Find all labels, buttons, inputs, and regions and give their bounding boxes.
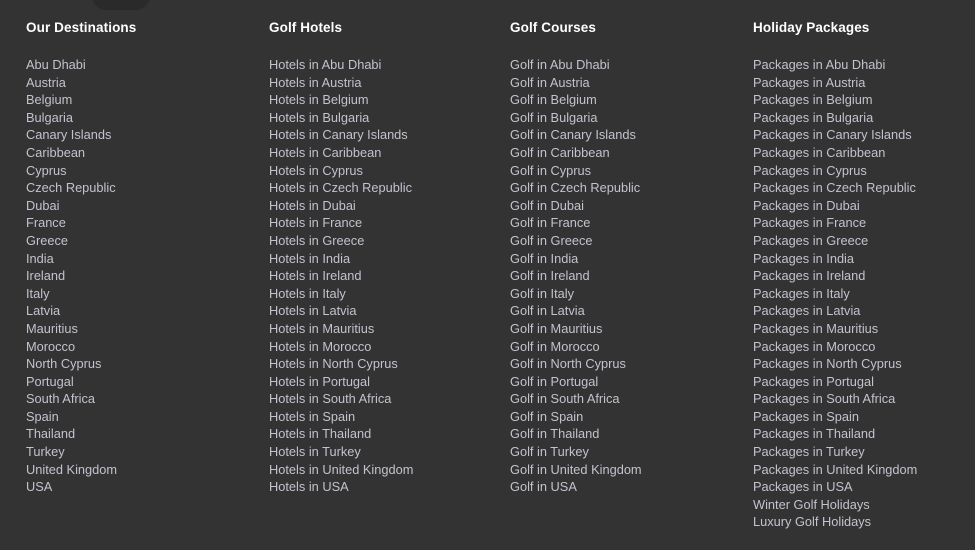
footer-link[interactable]: USA: [26, 479, 53, 495]
list-item[interactable]: [26, 267, 245, 285]
footer-link[interactable]: Hotels in Latvia: [269, 303, 357, 319]
list-item[interactable]: [26, 390, 245, 408]
footer-link[interactable]: Belgium: [26, 92, 73, 108]
list-item[interactable]: [269, 109, 486, 127]
footer-link[interactable]: Golf in Spain: [510, 408, 584, 424]
footer-link[interactable]: Hotels in Greece: [269, 232, 365, 248]
list-item[interactable]: [753, 179, 975, 197]
footer-link[interactable]: Packages in Latvia: [753, 303, 861, 319]
list-item[interactable]: [753, 232, 975, 250]
list-item[interactable]: [753, 425, 975, 443]
list-item[interactable]: [510, 443, 727, 461]
list-item[interactable]: [753, 144, 975, 162]
list-item[interactable]: [269, 56, 486, 74]
footer-link[interactable]: Austria: [26, 74, 66, 90]
footer-link[interactable]: Cyprus: [26, 162, 67, 178]
footer-link[interactable]: Packages in North Cyprus: [753, 356, 902, 372]
list-item[interactable]: [510, 109, 727, 127]
list-item[interactable]: [269, 425, 486, 443]
footer-link[interactable]: Hotels in Portugal: [269, 373, 371, 389]
footer-column-golf-courses: [486, 0, 727, 531]
footer-link[interactable]: Golf in Bulgaria: [510, 109, 598, 125]
footer-link[interactable]: Golf in Morocco: [510, 338, 600, 354]
footer-link[interactable]: Packages in Austria: [753, 74, 866, 90]
list-item[interactable]: [753, 408, 975, 426]
list-item[interactable]: [26, 144, 245, 162]
footer-link[interactable]: Hotels in Czech Republic: [269, 180, 412, 196]
list-item[interactable]: [269, 144, 486, 162]
link-list: [753, 56, 975, 496]
list-item[interactable]: [510, 461, 727, 479]
list-item[interactable]: [510, 214, 727, 232]
list-item[interactable]: [753, 285, 975, 303]
footer-link[interactable]: Golf in Belgium: [510, 92, 597, 108]
footer-link[interactable]: Golf in United Kingdom: [510, 461, 642, 477]
list-item[interactable]: [753, 390, 975, 408]
list-item[interactable]: [269, 461, 486, 479]
footer-link[interactable]: Hotels in Dubai: [269, 197, 356, 213]
list-item[interactable]: [510, 390, 727, 408]
footer-link[interactable]: Hotels in Belgium: [269, 92, 369, 108]
footer-link[interactable]: Golf in Czech Republic: [510, 180, 641, 196]
link-list: [510, 56, 727, 496]
list-item[interactable]: [753, 355, 975, 373]
list-item[interactable]: [510, 285, 727, 303]
list-item[interactable]: [269, 214, 486, 232]
list-item[interactable]: [753, 267, 975, 285]
footer-link[interactable]: Spain: [26, 408, 59, 424]
footer-link[interactable]: Abu Dhabi: [26, 57, 86, 72]
link-list: [26, 56, 245, 496]
footer-link[interactable]: Packages in India: [753, 250, 855, 266]
list-item[interactable]: [510, 338, 727, 356]
footer-link[interactable]: Hotels in Ireland: [269, 268, 362, 284]
list-item[interactable]: [753, 496, 975, 514]
list-item[interactable]: [26, 373, 245, 391]
footer-link[interactable]: Luxury Golf Holidays: [753, 514, 872, 530]
footer-link[interactable]: Golf in France: [510, 215, 591, 231]
list-item[interactable]: [753, 91, 975, 109]
list-item[interactable]: [753, 162, 975, 180]
footer-link[interactable]: Hotels in North Cyprus: [269, 356, 398, 372]
footer-link[interactable]: Hotels in Austria: [269, 74, 362, 90]
footer-link[interactable]: Golf in Dubai: [510, 197, 584, 213]
list-item[interactable]: [753, 461, 975, 479]
footer-link[interactable]: Packages in Mauritius: [753, 320, 879, 336]
footer-link[interactable]: Hotels in France: [269, 215, 363, 231]
list-item[interactable]: [510, 425, 727, 443]
list-item[interactable]: [510, 126, 727, 144]
footer-link[interactable]: Caribbean: [26, 144, 86, 160]
footer-link[interactable]: Dubai: [26, 197, 60, 213]
footer-link[interactable]: Golf in Thailand: [510, 426, 600, 442]
list-item[interactable]: [753, 214, 975, 232]
footer-link[interactable]: Golf in North Cyprus: [510, 356, 626, 372]
list-item[interactable]: [269, 250, 486, 268]
footer-link[interactable]: Golf in Greece: [510, 232, 593, 248]
footer-link[interactable]: Hotels in South Africa: [269, 391, 392, 407]
footer-link[interactable]: Latvia: [26, 303, 61, 319]
list-item[interactable]: [753, 56, 975, 74]
list-item[interactable]: [269, 74, 486, 92]
footer-link[interactable]: United Kingdom: [26, 461, 118, 477]
list-item[interactable]: [510, 250, 727, 268]
list-item[interactable]: [269, 267, 486, 285]
list-item[interactable]: [26, 250, 245, 268]
footer-link[interactable]: Thailand: [26, 426, 76, 442]
footer-link[interactable]: Czech Republic: [26, 180, 116, 196]
list-item[interactable]: [269, 197, 486, 215]
footer-link[interactable]: Morocco: [26, 338, 76, 354]
list-item[interactable]: [269, 179, 486, 197]
list-item[interactable]: [510, 355, 727, 373]
list-item[interactable]: [26, 109, 245, 127]
list-item[interactable]: [26, 461, 245, 479]
footer-link[interactable]: Golf in Austria: [510, 74, 590, 90]
list-item[interactable]: [26, 179, 245, 197]
column-title: Our Destinations: [26, 20, 137, 35]
list-item[interactable]: [269, 408, 486, 426]
footer-link[interactable]: Golf in Canary Islands: [510, 127, 636, 143]
footer-link[interactable]: Golf in Latvia: [510, 303, 585, 319]
list-item[interactable]: [269, 320, 486, 338]
footer-link[interactable]: Packages in Canary Islands: [753, 127, 912, 143]
footer-link[interactable]: Hotels in Morocco: [269, 338, 372, 354]
footer-link[interactable]: Packages in Morocco: [753, 338, 876, 354]
footer-link[interactable]: Packages in Abu Dhabi: [753, 57, 886, 72]
link-list: [269, 56, 486, 496]
footer-link[interactable]: Hotels in Canary Islands: [269, 127, 408, 143]
list-item[interactable]: [753, 338, 975, 356]
footer-column-our-destinations: [0, 0, 245, 531]
list-item[interactable]: [510, 56, 727, 74]
list-item[interactable]: [753, 443, 975, 461]
list-item[interactable]: [510, 162, 727, 180]
footer-link[interactable]: Hotels in Mauritius: [269, 320, 375, 336]
list-item[interactable]: [269, 126, 486, 144]
list-item[interactable]: [753, 320, 975, 338]
footer-link[interactable]: North Cyprus: [26, 356, 102, 372]
list-item[interactable]: [510, 74, 727, 92]
list-item[interactable]: [269, 373, 486, 391]
footer-link[interactable]: Golf in USA: [510, 479, 577, 495]
list-item[interactable]: [510, 91, 727, 109]
footer-link[interactable]: Hotels in United Kingdom: [269, 461, 414, 477]
footer-link[interactable]: India: [26, 250, 54, 266]
footer-link[interactable]: Portugal: [26, 373, 74, 389]
footer-link[interactable]: Packages in South Africa: [753, 391, 896, 407]
list-item[interactable]: [26, 302, 245, 320]
footer-link[interactable]: Packages in Dubai: [753, 197, 860, 213]
footer-link[interactable]: Golf in Mauritius: [510, 320, 603, 336]
footer-link[interactable]: Golf in Cyprus: [510, 162, 592, 178]
footer-link[interactable]: Hotels in Thailand: [269, 426, 372, 442]
list-item[interactable]: [510, 197, 727, 215]
footer-link[interactable]: Hotels in Bulgaria: [269, 109, 370, 125]
list-item[interactable]: [510, 320, 727, 338]
footer-link[interactable]: Canary Islands: [26, 127, 112, 143]
footer-link[interactable]: Packages in Ireland: [753, 268, 866, 284]
footer-link[interactable]: Packages in Czech Republic: [753, 180, 916, 196]
footer-link[interactable]: Greece: [26, 232, 68, 248]
footer-link[interactable]: Ireland: [26, 268, 66, 284]
column-title: Golf Hotels: [269, 20, 343, 35]
list-item[interactable]: [753, 197, 975, 215]
footer-link[interactable]: Golf in Abu Dhabi: [510, 57, 610, 72]
footer-link[interactable]: Hotels in Italy: [269, 285, 346, 301]
list-item[interactable]: [753, 109, 975, 127]
list-item[interactable]: [269, 478, 486, 496]
list-item[interactable]: [753, 513, 975, 531]
footer-link[interactable]: Bulgaria: [26, 109, 73, 125]
footer-link[interactable]: Golf in Portugal: [510, 373, 599, 389]
footer-column-golf-hotels: [245, 0, 486, 531]
list-item[interactable]: [26, 214, 245, 232]
list-item[interactable]: [510, 373, 727, 391]
column-title: Holiday Packages: [753, 20, 870, 35]
footer-link[interactable]: Golf in South Africa: [510, 391, 620, 407]
list-item[interactable]: [26, 126, 245, 144]
column-title: Golf Courses: [510, 20, 596, 35]
footer-link[interactable]: Italy: [26, 285, 50, 301]
list-item[interactable]: [510, 408, 727, 426]
list-item[interactable]: [26, 162, 245, 180]
list-item[interactable]: [510, 179, 727, 197]
list-item[interactable]: [26, 197, 245, 215]
footer-link[interactable]: Hotels in India: [269, 250, 351, 266]
footer-link[interactable]: Packages in Italy: [753, 285, 850, 301]
list-item[interactable]: [269, 91, 486, 109]
list-item[interactable]: [269, 338, 486, 356]
footer-link[interactable]: Hotels in USA: [269, 479, 349, 495]
list-item[interactable]: [753, 126, 975, 144]
footer-link[interactable]: Hotels in Turkey: [269, 444, 361, 460]
footer-link[interactable]: Packages in France: [753, 215, 867, 231]
footer-link[interactable]: Packages in Bulgaria: [753, 109, 874, 125]
list-item[interactable]: [510, 144, 727, 162]
footer-link[interactable]: Packages in United Kingdom: [753, 461, 918, 477]
list-item[interactable]: [26, 74, 245, 92]
footer-link[interactable]: Hotels in Caribbean: [269, 144, 382, 160]
list-item[interactable]: [269, 355, 486, 373]
list-item[interactable]: [26, 408, 245, 426]
list-item[interactable]: [510, 267, 727, 285]
list-item[interactable]: [26, 91, 245, 109]
footer-link[interactable]: Packages in Thailand: [753, 426, 876, 442]
footer-link[interactable]: Packages in USA: [753, 479, 853, 495]
list-item[interactable]: [510, 232, 727, 250]
list-item[interactable]: [269, 443, 486, 461]
footer-link[interactable]: Packages in Caribbean: [753, 144, 886, 160]
footer-column-holiday-packages: [727, 0, 975, 531]
list-item[interactable]: [753, 302, 975, 320]
footer-link[interactable]: Turkey: [26, 444, 65, 460]
footer-link[interactable]: Packages in Greece: [753, 232, 869, 248]
list-item[interactable]: [269, 232, 486, 250]
list-item[interactable]: [269, 162, 486, 180]
footer-link[interactable]: Packages in Portugal: [753, 373, 874, 389]
footer-link[interactable]: Packages in Belgium: [753, 92, 873, 108]
list-item[interactable]: [753, 478, 975, 496]
list-item[interactable]: [269, 302, 486, 320]
list-item[interactable]: [269, 285, 486, 303]
footer-link[interactable]: Golf in Italy: [510, 285, 575, 301]
list-item[interactable]: [510, 302, 727, 320]
footer-link[interactable]: Packages in Cyprus: [753, 162, 867, 178]
footer-link[interactable]: Packages in Turkey: [753, 444, 865, 460]
list-item[interactable]: [26, 425, 245, 443]
footer-link[interactable]: Hotels in Spain: [269, 408, 356, 424]
list-item[interactable]: [26, 320, 245, 338]
list-item[interactable]: [753, 74, 975, 92]
featured-link-list: [753, 496, 975, 531]
list-item[interactable]: [26, 56, 245, 74]
list-item[interactable]: [26, 355, 245, 373]
list-item[interactable]: [26, 285, 245, 303]
footer-link[interactable]: South Africa: [26, 391, 96, 407]
list-item[interactable]: [26, 338, 245, 356]
list-item[interactable]: [26, 232, 245, 250]
list-item[interactable]: [26, 443, 245, 461]
footer-link[interactable]: Golf in India: [510, 250, 579, 266]
footer-link[interactable]: Golf in Caribbean: [510, 144, 610, 160]
list-item[interactable]: [753, 250, 975, 268]
list-item[interactable]: [269, 390, 486, 408]
footer-link[interactable]: Hotels in Cyprus: [269, 162, 363, 178]
footer-link[interactable]: Golf in Ireland: [510, 268, 590, 284]
footer-link[interactable]: Packages in Spain: [753, 408, 859, 424]
list-item[interactable]: [753, 373, 975, 391]
footer-link[interactable]: Mauritius: [26, 320, 78, 336]
footer-link[interactable]: Winter Golf Holidays: [753, 496, 870, 512]
footer-link[interactable]: France: [26, 215, 66, 231]
list-item[interactable]: [26, 478, 245, 496]
footer-link[interactable]: Golf in Turkey: [510, 444, 589, 460]
footer-link[interactable]: Hotels in Abu Dhabi: [269, 57, 382, 72]
list-item[interactable]: [510, 478, 727, 496]
